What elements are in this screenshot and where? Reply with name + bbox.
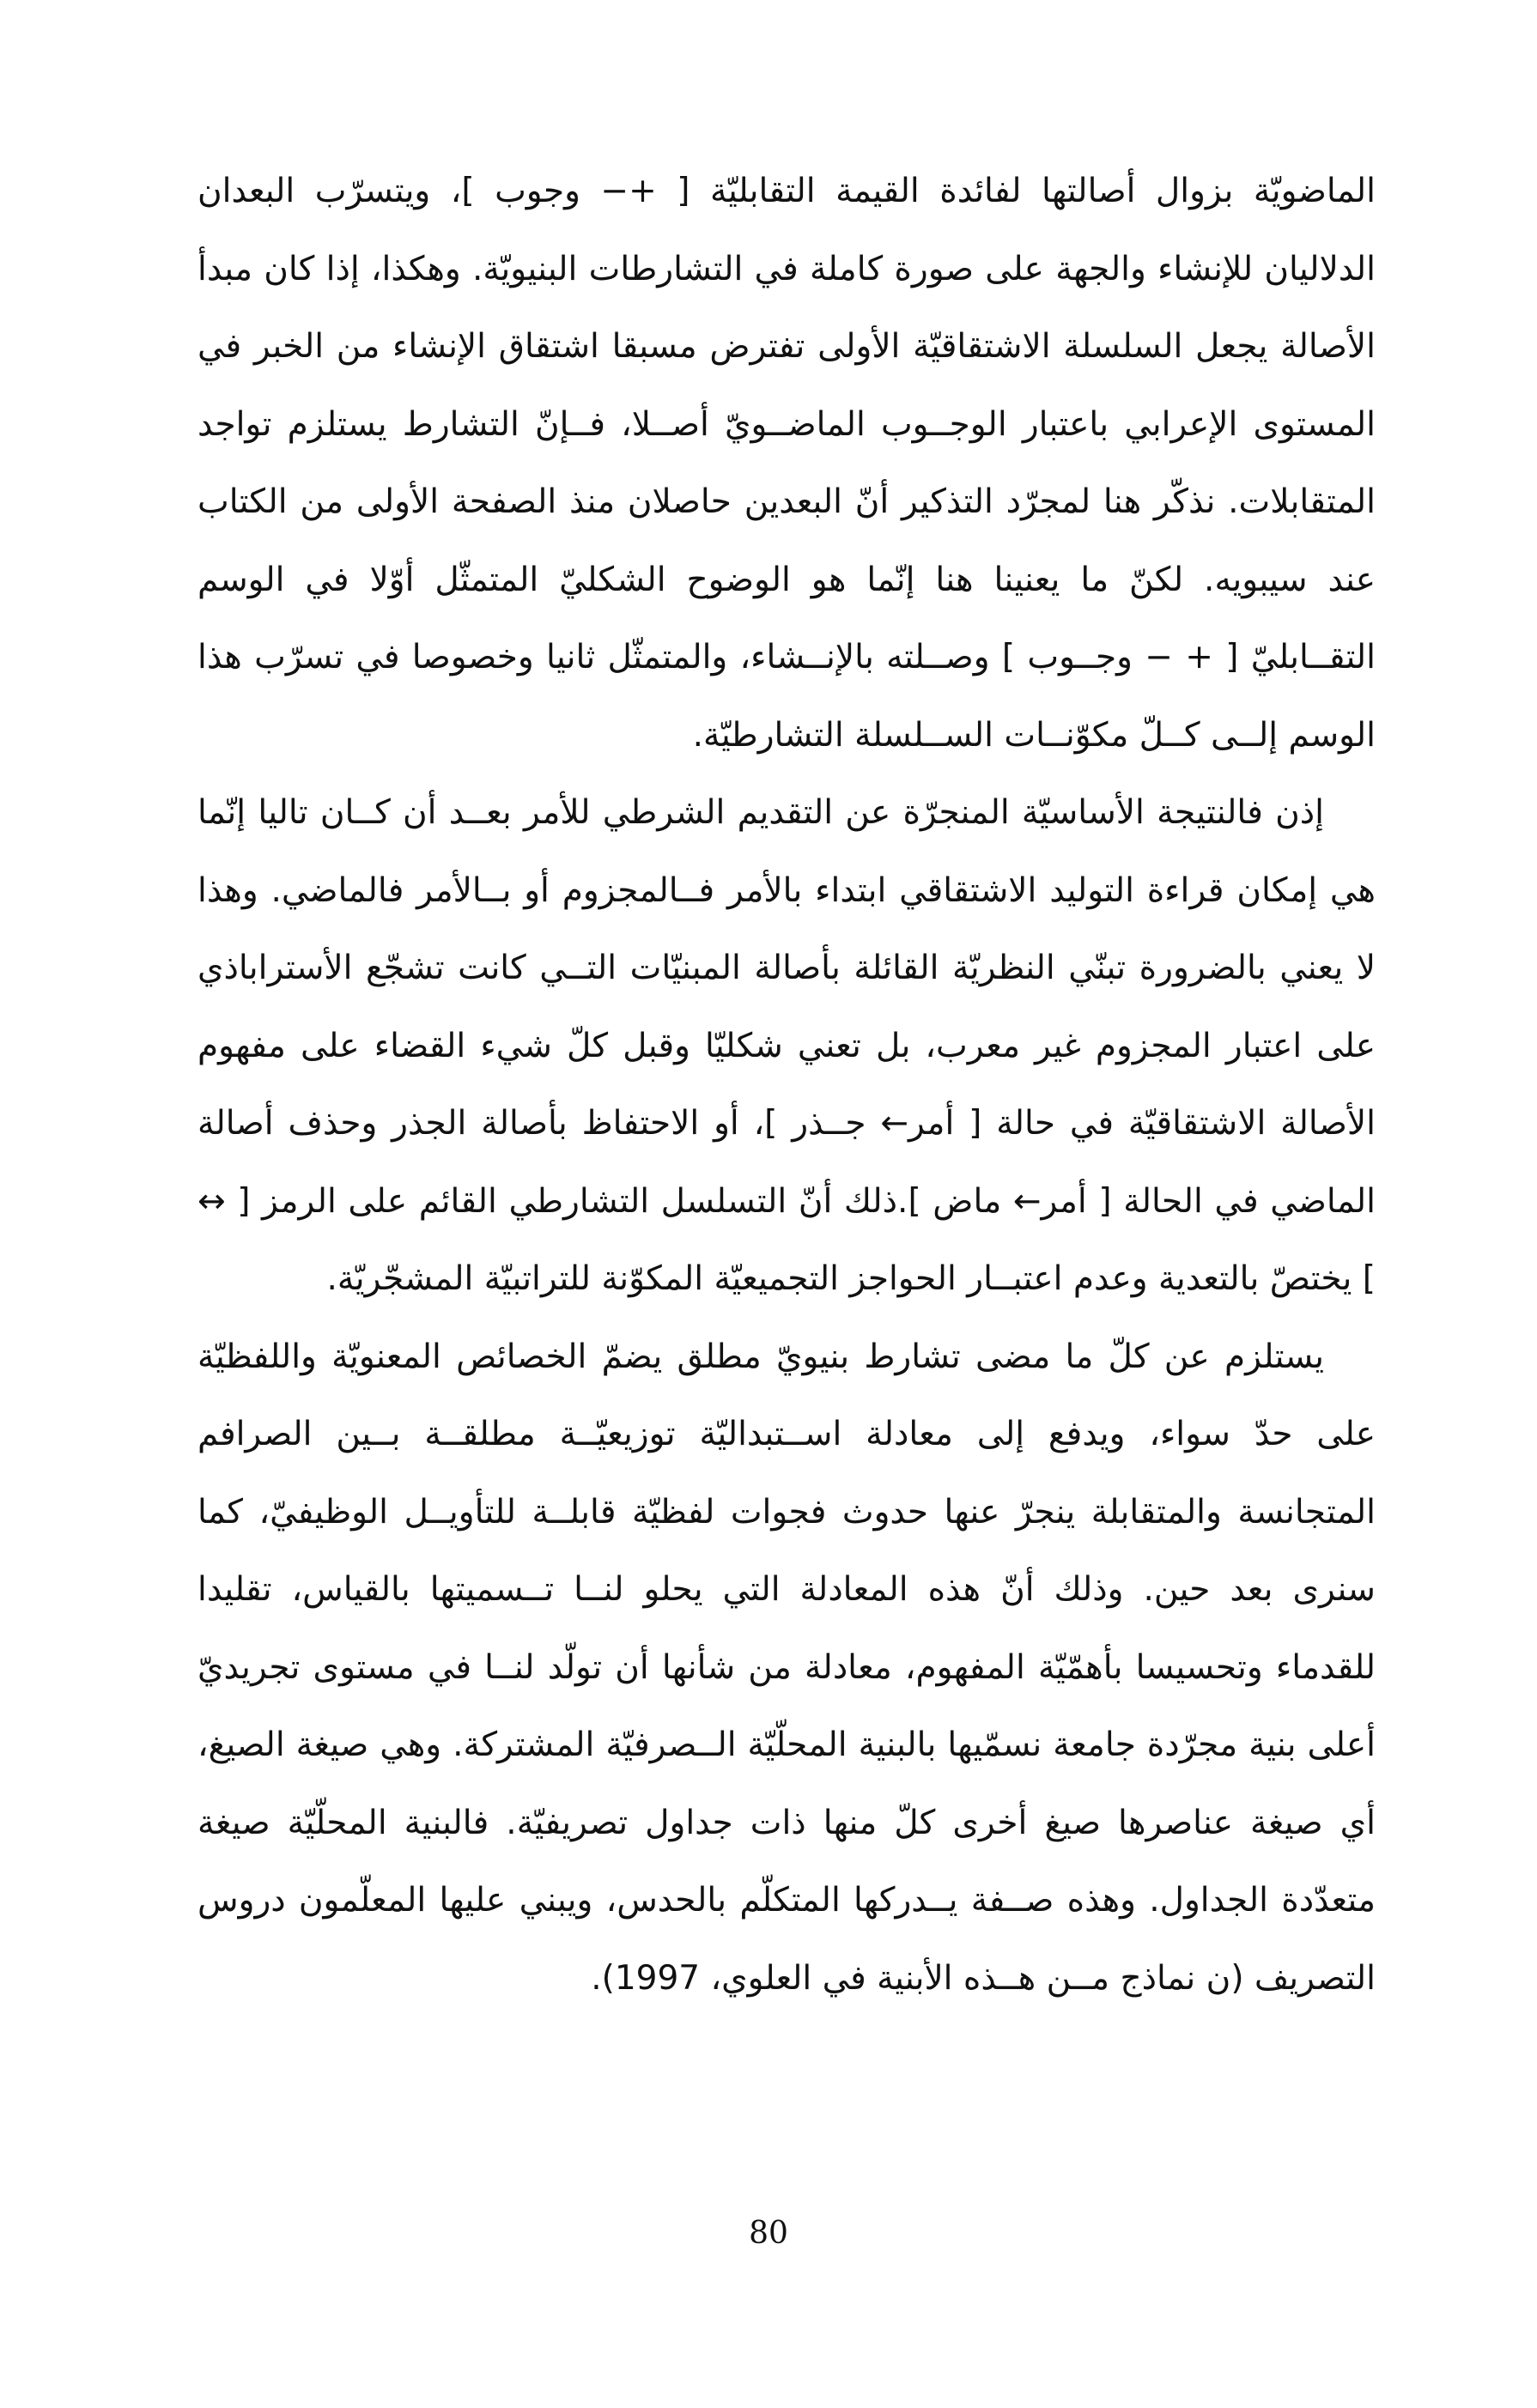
paragraph-1: الماضويّة بزوال أصالتها لفائدة القيمة التقابليّة [ +− وجوب ]، ويتسرّب البعدان الدلاليان للإنشاء والجهة على صورة كاملة في التشارطات البنيويّة. وهكذا، إذا كان مبدأ الأصالة يجعل السلسلة الاشتقاقيّة الأولى تفترض مسبقا اشتقاق الإنشاء من الخبر في المستوى الإعرابي باعتبار الوجــوب الماضــويّ أصــلا، فــإنّ التشارط يستلزم تواجد المتقابلات. نذكّر هنا لمجرّد التذكير أنّ البعدين حاصلان منذ الصفحة الأولى من الكتاب عند سيبويه. لكنّ ما يعنينا هنا إنّما هو الوضوح الشكليّ المتمثّل أوّلا في الوسم التقــابليّ [ + − وجــوب ] وصــلته بالإنــشاء، والمتمثّل ثانيا وخصوصا في تسرّب هذا الوسم إلــى كــلّ مكوّنــات الســلسلة التشارطيّة. bbox=[197, 172, 1376, 755]
paragraph-2: إذن فالنتيجة الأساسيّة المنجرّة عن التقديم الشرطي للأمر بعــد أن كــان تاليا إنّما هي إمكان قراءة التوليد الاشتقاقي ابتداء بالأمر فــالمجزوم أو بــالأمر فالماضي. وهذا لا يعني بالضرورة تبنّي النظريّة القائلة بأصالة المبنيّات التــي كانت تشجّع الأستراباذي على اعتبار المجزوم غير معرب، بل تعني شكليّا وقبل كلّ شيء القضاء على مفهوم الأصالة الاشتقاقيّة في حالة [ أمر← جــذر ]، أو الاحتفاظ بأصالة الجذر وحذف أصالة الماضي في الحالة [ أمر← ماض ].ذلك أنّ التسلسل التشارطي القائم على الرمز [ ↔ ] يختصّ بالتعدية وعدم اعتبــار الحواجز التجميعيّة المكوّنة للتراتبيّة المشجّريّة. bbox=[197, 793, 1376, 1298]
paragraph-3: يستلزم عن كلّ ما مضى تشارط بنيويّ مطلق يضمّ الخصائص المعنويّة واللفظيّة على حدّ سواء، ويدفع إلى معادلة اســتبداليّة توزيعيّــة مطلقــة بــين الصرافم المتجانسة والمتقابلة ينجرّ عنها حدوث فجوات لفظيّة قابلــة للتأويــل الوظيفيّ، كما سنرى بعد حين. وذلك أنّ هذه المعادلة التي يحلو لنــا تــسميتها بالقياس، تقليدا للقدماء وتحسيسا بأهمّيّة المفهوم، معادلة من شأنها أن تولّد لنــا في مستوى تجريديّ أعلى بنية مجرّدة جامعة نسمّيها بالبنية المحلّيّة الــصرفيّة المشتركة. وهي صيغة الصيغ، أي صيغة عناصرها صيغ أخرى كلّ منها ذات جداول تصريفيّة. فالبنية المحلّيّة صيغة متعدّدة الجداول. وهذه صــفة يــدركها المتكلّم بالحدس، ويبني عليها المعلّمون دروس التصريف (ن نماذج مــن هــذه الأبنية في العلوي، 1997). bbox=[197, 1337, 1376, 1998]
body-text bbox=[197, 153, 1376, 2017]
page-number: 80 bbox=[749, 2216, 788, 2251]
